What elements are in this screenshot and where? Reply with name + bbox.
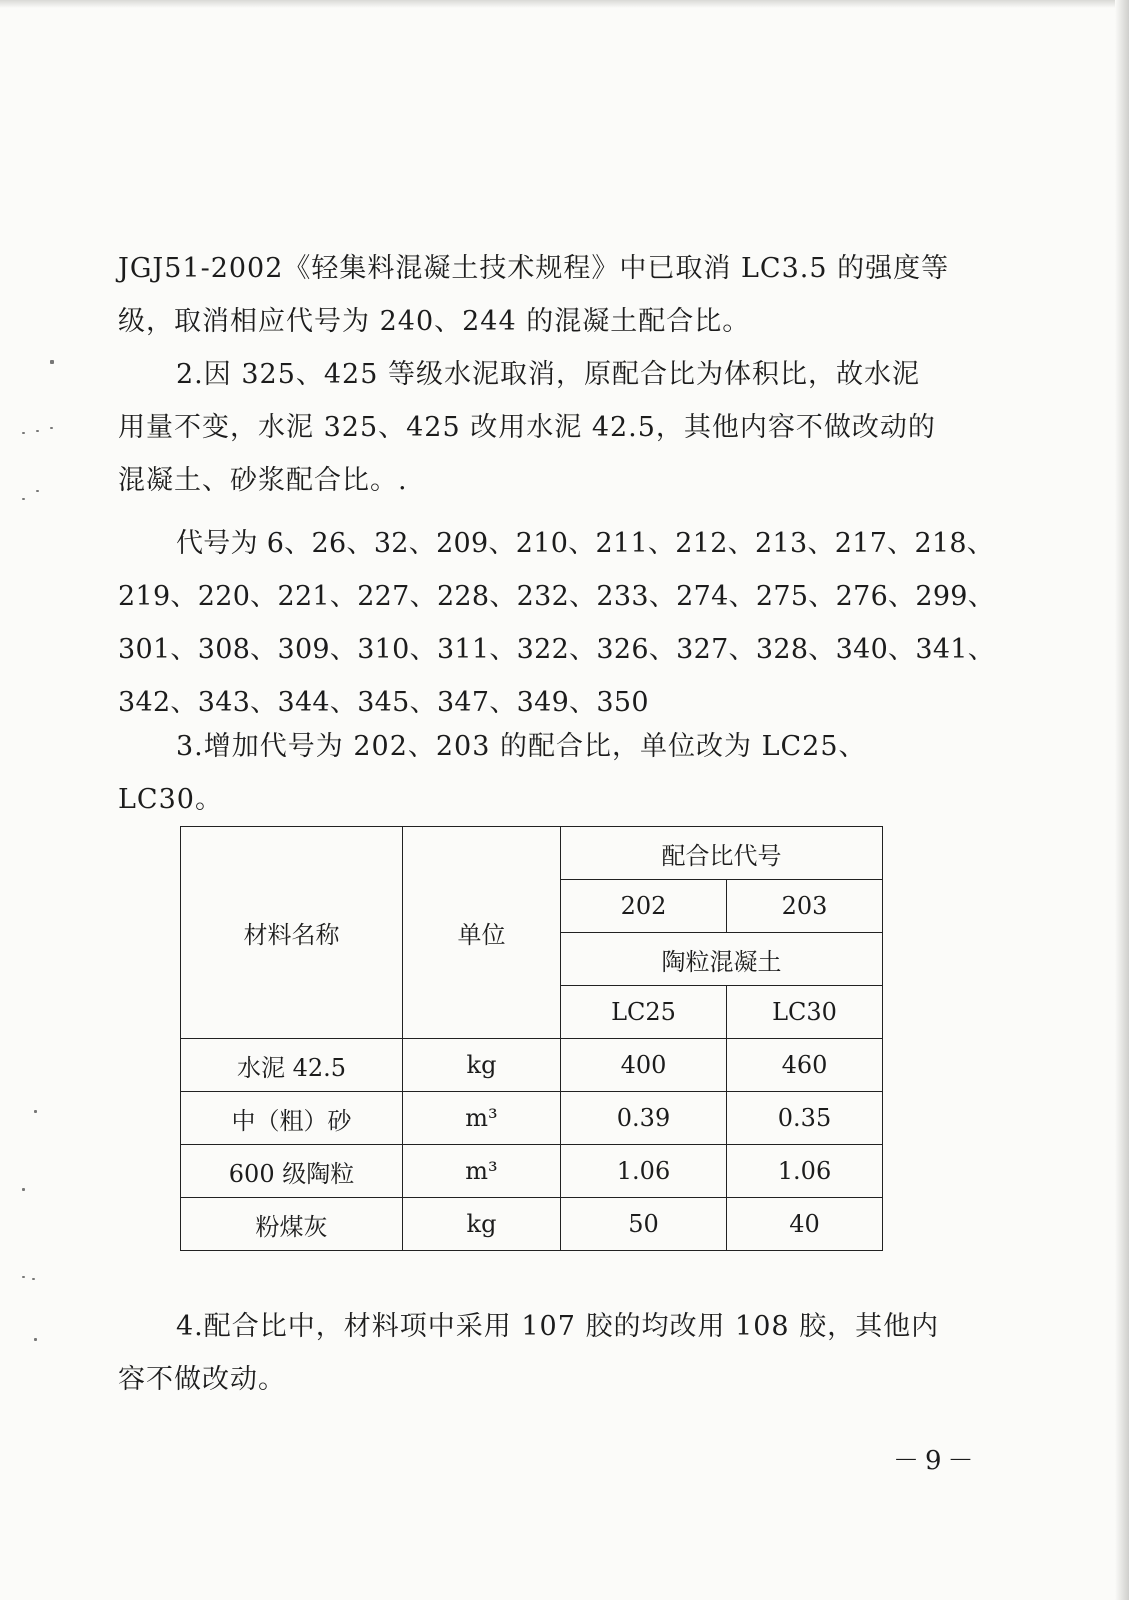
table-row: [181, 1092, 883, 1145]
header-unit: 单位: [403, 827, 561, 1039]
scan-speck: [22, 498, 25, 500]
table-row: [181, 1145, 883, 1198]
row-material: 600 级陶粒: [181, 1145, 403, 1198]
code-202: 202: [561, 880, 727, 933]
scan-speck: [34, 1110, 37, 1113]
row-unit: kg: [403, 1039, 561, 1092]
page-number: －9－: [893, 1446, 980, 1476]
paragraph-2-line-3: 混凝土、砂浆配合比。.: [118, 465, 408, 496]
scan-speck: [36, 430, 39, 432]
row-value-203: 0.35: [727, 1092, 883, 1145]
table-row: [181, 1039, 883, 1092]
page-right-edge: [1115, 0, 1129, 1600]
row-value-203: 40: [727, 1198, 883, 1251]
row-material: 水泥 42.5: [181, 1039, 403, 1092]
code-list-line-2: 219、220、221、227、228、232、233、274、275、276、299、: [118, 581, 996, 612]
row-material: 中（粗）砂: [181, 1092, 403, 1145]
scan-speck: [22, 432, 25, 434]
header-material-name: 材料名称: [181, 827, 403, 1039]
paragraph-2-line-2: 用量不变，水泥 325、425 改用水泥 42.5，其他内容不做改动的: [118, 412, 936, 443]
paragraph-2-line-1: 2.因 325、425 等级水泥取消，原配合比为体积比，故水泥: [176, 359, 920, 390]
row-unit: kg: [403, 1198, 561, 1251]
paragraph-3: 3.增加代号为 202、203 的配合比，单位改为 LC25、LC30。: [118, 731, 867, 815]
scan-speck: [32, 1278, 35, 1280]
concrete-type: 陶粒混凝土: [561, 933, 883, 986]
scan-speck: [34, 1338, 37, 1341]
code-list-line-3: 301、308、309、310、311、322、326、327、328、340、341、: [118, 634, 996, 665]
scan-speck: [22, 1188, 25, 1191]
paragraph-1-line-1: JGJ51-2002《轻集料混凝土技术规程》中已取消 LC3.5 的强度等: [118, 253, 950, 284]
scan-speck: [50, 427, 53, 429]
paragraph-4-line-2: 容不做改动。: [118, 1364, 286, 1395]
grade-lc30: LC30: [727, 986, 883, 1039]
code-list-line-1: 代号为 6、26、32、209、210、211、212、213、217、218、: [176, 528, 995, 559]
code-203: 203: [727, 880, 883, 933]
page-top-edge: [0, 0, 1129, 8]
scan-speck: [22, 1276, 25, 1278]
header-mix-code: 配合比代号: [561, 827, 883, 880]
grade-lc25: LC25: [561, 986, 727, 1039]
code-list-line-4: 342、343、344、345、347、349、350: [118, 687, 649, 718]
paragraph-4-line-1: 4.配合比中，材料项中采用 107 胶的均改用 108 胶，其他内: [176, 1311, 940, 1342]
row-value-203: 460: [727, 1039, 883, 1092]
row-value-202: 0.39: [561, 1092, 727, 1145]
scan-speck: [36, 490, 39, 492]
row-unit: m³: [403, 1092, 561, 1145]
scan-speck: [50, 360, 54, 364]
row-value-203: 1.06: [727, 1145, 883, 1198]
mix-ratio-table: [180, 826, 883, 1251]
row-unit: m³: [403, 1145, 561, 1198]
row-material: 粉煤灰: [181, 1198, 403, 1251]
row-value-202: 1.06: [561, 1145, 727, 1198]
row-value-202: 400: [561, 1039, 727, 1092]
table-row: [181, 1198, 883, 1251]
paragraph-1-line-2: 级，取消相应代号为 240、244 的混凝土配合比。: [118, 306, 751, 337]
row-value-202: 50: [561, 1198, 727, 1251]
